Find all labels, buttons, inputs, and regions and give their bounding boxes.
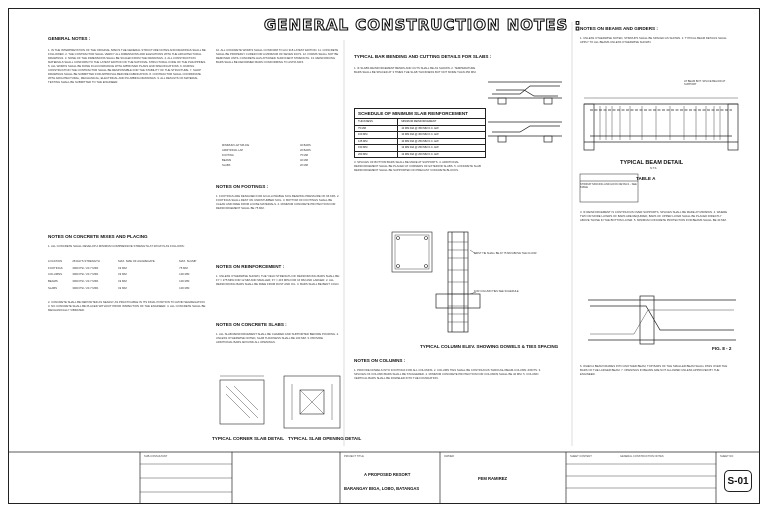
table-cell: 19 MM [118,272,127,277]
table-cell: 75 MM [179,265,188,270]
corner-slab-detail-label: TYPICAL CORNER SLAB DETAIL [212,436,285,441]
table-cell: 100 MM [179,285,190,290]
footings-heading: NOTES ON FOOTINGS : [216,184,269,189]
sheet-number: S-01 [724,470,752,492]
slab-bending-detail [488,82,562,104]
beams-notes: 3. IF REINFORCEMENT IS CONTINUOUS OVER SUPPORTS, SPLICES SHALL BE MADE AT MIDSPAN. 4. WHERE TWO OR MORE LAYERS OF BARS ARE REQUIRED, BARS OF UPPER LAYER SHALL BE PLACED DIRECTLY ABOVE THOSE IN THE BOTTOM LAYER. 5. MINIMUM CONCRETE PROTECTION FOR BEAMS SHALL BE 40 MM. [580,210,728,222]
general-notes-text-2: 10. ALL CONCRETE WORKS SHALL CONFORM TO ACI 318 LATEST EDITION. 11. CONCRETE SHALL BE PROPERLY CURED FOR A MINIMUM OF SEVEN DAYS. 12. FORMS SHALL NOT BE REMOVED UNTIL CONCRETE HAS ATTAINED SUFFICIENT STRENGTH. 13. REINFORCING BARS SHALL BE DEFORMED BARS CONFORMING TO ASTM A615. [216,48,339,64]
bar-length-label: BEAMS [222,159,232,162]
column-elevation-label: TYPICAL COLUMN ELEV. SHOWING DOWELS & TIES SPACING [420,344,559,349]
table-cell: 3000 PSI / 20.7 MPA [72,272,99,277]
columns-heading: NOTES ON COLUMNS : [354,358,406,363]
column-elevation-drawing [436,232,480,332]
header-cell: MINIMUM REINFORCEMENT [398,119,486,126]
slab-bending-text: 1. IF SLABS REINFORCEMENT BENDS AND CUTS SHALL BE AS SHOWN. 2. TEMPERATURE BARS SHALL BE SPACED AT 3 TIMES THE SLAB THICKNESS BUT NOT MORE THAN 450 MM. [354,66,477,74]
table-cell: FOOTINGS [48,265,63,270]
bar-length-label: MINIMUM LAP SPLICE [222,144,250,147]
bar-length-value: 75 MM [300,154,308,157]
header-cell: MAX. SIZE OF AGGREGATE [118,259,155,264]
bar-length-value: 20 BARS [300,149,311,152]
concrete-mixes-intro: 1. ALL CONCRETE SHALL DEVELOP A MINIMUM COMPRESSIVE STRENGTH AT 28 DAYS AS FOLLOWS: [48,244,185,248]
slab-opening-detail-label: TYPICAL SLAB OPENING DETAIL [288,436,362,441]
project-location: BARANGAY BIGA, LOBO, BATANGAS [344,486,420,491]
bar-length-label: ADDITIONAL LAP [222,149,244,152]
bar-length-value: 20 MM [300,164,308,167]
reinforcement-heading: NOTES ON REINFORCEMENT : [216,264,285,269]
table-cell: 125 MM [355,138,398,145]
table-cell: 3000 PSI / 20.7 MPA [72,265,99,270]
concrete-mixes-heading: NOTES ON CONCRETE MIXES AND PLACING [48,234,148,239]
sheet-number-label: SHEET NO. [720,455,734,458]
table-cell: 19 MM [118,279,127,284]
table-cell: 12 MM DIA @ 200 MM O.C. EW [398,151,486,158]
slab-opening-drawing [284,376,340,428]
header-cell: THICKNESS [355,119,398,126]
table-cell: 200 MM [355,151,398,158]
table-cell: 3000 PSI / 20.7 MPA [72,285,99,290]
sheet-content-label: SHEET CONTENT [570,455,592,458]
table-cell: 10 MM DIA @ 250 MM O.C. EW [398,138,486,145]
table-cell: 100 MM [179,279,190,284]
table-cell: 19 MM [118,265,127,270]
title-block-lines [8,452,760,504]
bar-length-value: 40 BARS [300,144,311,147]
typical-beam-detail [584,98,738,150]
footings-text: 1. FOOTINGS ARE DESIGNED FOR AN ALLOWABLE SOIL BEARING PRESSURE OF 96 KPA. 2. FOOTINGS SHALL REST ON UNDISTURBED SOIL. 3. BOTTOM OF FOOTINGS SHALL BE CLEAN AND FREE FROM LOOSE MATERIALS. 4. MINIMUM CONCRETE PROTECTION FOR REINFORCEMENT SHALL BE 75 MM. [216,194,340,210]
header-cell: MAX. SLUMP [179,259,197,264]
slab-bending-detail-2 [488,122,562,142]
beam-bottom-callout: AT BEAM BOT. SPLICE BELOW AT SUPPORT [684,80,726,86]
table-cell: 100 MM [355,132,398,139]
project-title: A PROPOSED RESORT [364,472,411,477]
bar-length-label: SLABS [222,164,231,167]
table-cell: 150 MM [355,145,398,152]
first-tie-callout: FIRST TIE SHALL BE AT 75 MM ABOVE THE FLOOR [474,252,537,255]
columns-text: 1. PROVIDE DOWELS INTO FOOTINGS FOR ALL COLUMNS. 2. COLUMN TIES SHALL BE CONTINUOUS THROUGH BEAM-COLUMN JOINTS. 3. SPLICES OF COLUMN BARS SHALL BE STAGGERED. 4. MINIMUM CONCRETE PROTECTION FOR COLUMNS SHALL BE 40 MM. 5. COLUMN VERTICAL BARS SHALL BE DOWELED INTO THE FOUNDATION. [354,368,541,380]
slab-notes-text: 3. SPLICES OF BOTTOM BARS SHALL BE MADE AT SUPPORTS. 4. ADDITIONAL REINFORCEMENT SHALL BE PLACED AT CORNERS OF EXTERIOR SLABS. 5. CONCRETE SLAB REINFORCEMENT SHALL BE SUPPORTED ON PRECAST CONCRETE BLOCKS. [354,160,481,172]
table-cell: 10 MM DIA @ 350 MM O.C. EW [398,125,486,132]
owner-name: FEM RAMIREZ [478,476,508,481]
concrete-mixes-notes: 2. CONCRETE SHALL BE DEPOSITED AS NEARLY AS PRACTICABLE IN ITS FINAL POSITION TO AVOID SEGREGATION. 3. NO CONCRETE SHALL BE PLACED WITHOUT PRIOR INSPECTION OF THE ENGINEER. 4. ALL CONCRETE SHALL BE MECHANICALLY VIBRATED. [48,300,206,312]
beam-section-drawing [392,232,432,272]
corner-slab-drawing [220,376,264,424]
header-cell: LOCATION [48,259,63,264]
owner-label: OWNER [444,455,454,458]
figure-label: FIG. 8 - 2 [712,346,732,351]
table-cell: BEAMS [48,279,58,284]
typical-beam-detail-label: TYPICAL BEAM DETAIL [620,160,684,166]
table-cell: 10 MM DIA @ 300 MM O.C. EW [398,132,486,139]
concrete-slabs-heading: NOTES ON CONCRETE SLABS : [216,322,287,327]
table-cell: 3000 PSI / 20.7 MPA [72,279,99,284]
table-cell: SLABS [48,285,58,290]
beam-detail-scale: N.T.S. [650,167,658,170]
project-title-label: PROJECT TITLE [344,455,364,458]
beams-heading: NOTES ON BEAMS AND GIRDERS : [580,26,658,31]
beams-notes-2: 6. WHEN A BEAM FRAMES INTO ANOTHER BEAM, TOP BARS OF THE SMALLER BEAM SHALL PASS OVER THE BARS OF THE LARGER BEAM. 7. OPENINGS IN BEAMS ARE NOT ALLOWED UNLESS APPROVED BY THE ENGINEER. [580,364,728,376]
bar-length-value: 40 MM [300,159,308,162]
table-a-text: STIRRUP SPACING AND HOOK DETAILS - SEE TABLE [580,183,637,189]
slab-bending-heading: TYPICAL BAR BENDING AND CUTTING DETAILS FOR SLABS : [354,54,492,59]
table-cell: 100 MM [179,272,190,277]
concrete-slabs-text: 1. ALL SLAB REINFORCEMENT SHALL BE CHAIRED AND SUPPORTED BEFORE POURING. 2. UNLESS OTHERWISE NOTED, SLAB THICKNESS SHALL BE 100 MM. 3. PROVIDE ADDITIONAL BARS AROUND ALL OPENINGS. [216,332,339,344]
table-a-drawing [580,174,638,202]
fig-8-2-drawing [588,296,736,344]
table-cell: COLUMNS [48,272,62,277]
general-notes-heading: GENERAL NOTES : [48,36,91,41]
beams-text: 1. UNLESS OTHERWISE NOTED, STIRRUPS SHALL BE SPACED AS SHOWN. 2. TYPICAL BEAM DETAILS SHALL APPLY TO ALL BEAMS UNLESS OTHERWISE SHOWN. [580,36,727,44]
slab-table-caption: SCHEDULE OF MINIMUM SLAB REINFORCEMENT [355,109,486,119]
general-notes-text: 1. IN THE INTERPRETATION OF THE ORIGINAL SPECS THE GENERAL STRUCTURE NOTES AND DRAWINGS SHALL BE FOLLOWED. 2. THE CONTRACTOR SHALL VERIFY ALL DIMENSIONS AND ELEVATIONS WITH THE ARCHITECTURAL DRAWINGS. 3. NONE OF THE DIMENSIONS SHALL BE SCALED FROM THE DRAWINGS. 4. ALL CONSTRUCTION MATERIALS SHALL CONFORM TO THE LATEST EDITION OF THE NATIONAL STRUCTURAL CODE OF THE PHILIPPINES. 5. ALL WORKS SHALL BE DONE IN ACCORDANCE WITH APPROVED PLANS AND SPECIFICATIONS. 6. DURING CONSTRUCTION THE CONTRACTOR SHALL BE RESPONSIBLE FOR THE STABILITY OF THE STRUCTURE. 7. SHOP DRAWINGS SHALL BE SUBMITTED FOR APPROVAL BEFORE FABRICATION. 8. CONTRACTOR SHALL COORDINATE WITH ARCHITECTURAL, MECHANICAL, ELECTRICAL AND PLUMBING DRAWINGS. 9. ALL RESULTS OF MATERIAL TESTING SHALL BE SUBMITTED TO THE ENGINEER. [48,48,207,84]
table-cell: 12 MM DIA @ 250 MM O.C. EW [398,145,486,152]
sheet-content: GENERAL CONSTRUCTION NOTES [620,455,664,458]
header-cell: 28 DAYS STRENGTH [72,259,100,264]
table-cell: 75 MM [355,125,398,132]
bar-length-label: FOOTING [222,154,234,157]
consultant-label: SUB-CONSULTANT [144,455,168,458]
sheet-title: GENERAL CONSTRUCTION NOTES : [264,16,582,34]
reinforcement-text: 1. UNLESS OTHERWISE SHOWN, THE YIELD STRENGTH OF REINFORCING BARS SHALL BE: FY = 275 MPA FOR 12 MM AND SMALLER; FY = 415 MPA FOR 16 MM AND LARGER. 2. ALL REINFORCING BARS SHALL BE FREE FROM RUST AND OIL. 3. BARS SHALL BE BENT COLD. [216,274,340,286]
table-a-title: TABLE A [636,176,656,181]
table-cell: 19 MM [118,285,127,290]
column-ties-callout: FOR COLUMN TIES SEE SCHEDULE [474,290,519,293]
